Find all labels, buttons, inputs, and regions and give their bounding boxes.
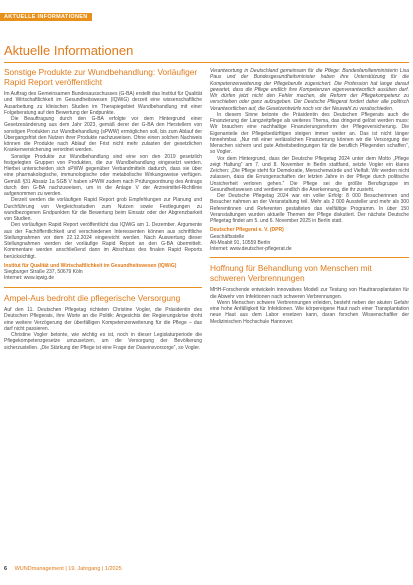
article3-p2: Wenn Menschen schwere Verbrennungen erleiden, besteht neben der akuten Gefahr eine hohe Anfälligkeit für Infektionen. Wie körpereigene Haut nach einer Transplantation neue Haut aus dem Labor ersetzen kann, daran forschen Wissenschaftler der Medizinischen Hochschule Hannover. (210, 299, 409, 325)
page-title: Aktuelle Informationen (4, 43, 134, 58)
article1-p5: Den vorläufigen Rapid Report veröffentlicht das IQWiG am 1. Dezember. Argumente aus der Fachöffentlichkeit und verschiedenen Interessenten können aus schriftliche Stellungnahmen vor dem 22.12.2024 eingereicht werden. Nach Auswertung dieser Stellungnahmen werden der vorläufige Rapid Report an den G-BA übermittelt. Kommentare werden anschließend dann im Abschluss des finalen Rapid Reports berücksichtigt. (4, 222, 202, 260)
right-source-line-1: Geschäftsstelle (210, 233, 245, 240)
article1-heading: Sonstige Produkte zur Wundbehandlung: Vorläufiger Rapid Report veröffentlicht (4, 68, 198, 87)
right-column (210, 68, 409, 560)
right-source-org: Deutscher Pflegerat e. V. (DPR) (210, 227, 284, 234)
right-source-line-3: Internet: www.deutscher-pflegerat.de (210, 246, 292, 252)
section-label-bar (0, 13, 92, 21)
article2-p1: Auf den 11. Deutschen Pflegetag richteten Christine Vogler, die Präsidentin des Deutschen Pflegerats, ihre Worte an die Politik: Angesichts der Regierungskrise droht eine weitere Verzögerung der überfälligen Kompetenzerweiterung für die Pflege – das darf nicht passieren. (4, 307, 202, 332)
page-footer (4, 566, 122, 572)
section-label: AKTUELLE INFORMATIONEN (4, 14, 88, 20)
page-number: 6 (4, 566, 8, 572)
article-divider-right (210, 257, 409, 258)
article-divider (4, 287, 202, 288)
article2-heading: Ampel-Aus bedroht die pflegerische Versorgung (4, 292, 181, 303)
right-p2: In diesem Sinne betonte die Präsidentin des Deutschen Pflegerats auch die Finanzierung der Langzeitpflege als weiteres Thema, das dringend gelöst werden muss: Wir brauchen eine nachhaltige Finanzierungsreform der Pflegeversicherung. Die Eigenanteile der Pflegebedürftigen steigen immer weiter an. Das ist nicht länger hinnehmbar. „Nur mit einer verlässlichen Finanzierung können wir die Versorgung der Menschen sichern und gute Arbeitsbedingungen für die beruflich Pflegenden schaffen“, so Vogler. (210, 111, 409, 156)
article2-p2: Christine Vogler betonte, wie wichtig es ist, noch in dieser Legislaturperiode die Pflegekompetenzgesetze umzusetzen, um die Versorgung der Bevölkerung sicherzustellen. „Die Stärkung der Pflege ist eine Frage der Daseinsvorsorge“, so Vogler. (4, 332, 202, 351)
article3-heading: Hoffnung für Behandlung von Menschen mit schweren Verbrennungen (210, 263, 372, 283)
article3-p1: MHH-Forschende entwickeln innovatives Modell zur Testung von Hauttransplantaten für die Abwehr von Infektionen nach schweren Verbrennungen. (210, 287, 409, 300)
article1-source (4, 263, 202, 282)
journal-name: WUNDmanagement | 19. Jahrgang | 1/2025 (14, 566, 122, 572)
article1-p4: Derzeit werden die vorläufigen Rapid Report grob Empfehlungen zur Planung und Durchführung von Vergleichsstudien zum Nutzen sowie Festlegungen zu wundbezogenen Endpunkten für die Bewertung beim Einsatz oder der Abgrenzbarkeit von Studien. (4, 197, 202, 222)
left-column (4, 68, 202, 560)
right-p3: Vor dem Hintergrund, dass der Deutsche Pflegetag 2024 unter dem Motto „Pflege zeigt Haltung“ am 7. und 8. November in Berlin stattfand, setzte Vogler ein klares Zeichen: „Die Pflege steht für Demokratie, Menschenwürde und Vielfalt. Wir werden nicht zulassen, dass die Errungenschaften der letzten Jahre in der Pflege durch politische Unsicherheit verloren gehen.“ Die Pflege sei die größte Berufsgruppe im Gesundheitswesen und verdiene endlich die Anerkennung, die ihr zusteht. (210, 155, 409, 193)
article1-p2: Die Beauftragung durch den G-BA erfolgte vor dem Hintergrund einer Gesetzesänderung aus dem Jahr 2023, gemäß derer der G-BA den Herstellern von sonstigen Produkten zur Wundbehandlung (sPWW) ermöglichen soll, bis zum Ablauf der Übergangsfrist den Nutzen ihrer Produkte nachzuweisen. Ohne einen solchen Nachweis können die Produkte nach Ablauf der Frist nicht mehr zulasten der gesetzlichen Krankenversicherung verordnet werden. (4, 116, 202, 154)
article1-source-org: Institut für Qualität und Wirtschaftlichkeit im Gesundheitswesen (IQWiG) (4, 262, 177, 269)
right-p1: Verantwortung in Deutschland gemeinsam für die Pflege: Bundesfamilienministerin Lisa Paus und der Bundesgesundheitsminister haben ihre Unterstützung für die Kompetenzerweiterung der Pflegeberufe zugesichert. Die Profession hat lange darauf gewartet, dass die Pflege endlich ihre Kompetenzen eigenverantwortlich ausüben darf. Wir dürfen jetzt nicht den Fehler machen, die Reform der Pflegekompetenz zu verschieben oder ganz aufzugeben. Der Deutsche Pflegerat fordert daher alle politisch Verantwortlichen auf, die Gesetzentwürfe noch vor der Neuwahl zu verabschieden. (210, 68, 409, 112)
article1-source-addr: Siegburger Straße 237, 50679 Köln (4, 269, 83, 275)
article1-p1: Im Auftrag des Gemeinsamen Bundesausschusses (G-BA) erstellt das Institut für Qualität und Wirtschaftlichkeit im Gesundheitswesen (IQWiG) derzeit eine wissenschaftliche Ausarbeitung zu klinischen Studien im Therapiegebiet Wundbehandlung mit einer Folgeberatung auf den Bewertung der Endpunkte. (4, 91, 202, 116)
title-rule (4, 62, 409, 63)
right-source-line-2: Alt-Moabit 91, 10559 Berlin (210, 239, 271, 246)
right-source (210, 227, 409, 252)
right-p4: Der Deutsche Pflegetag 2024 war ein voller Erfolg: 8 000 Besucherinnen und Besucher nahmen an der Veranstaltung teil. Mehr als 2 000 Aussteller und mehr als 300 Referentinnen und Referenten gestalteten das vielfältige Programm. In über 150 Veranstaltungen wurden aktuelle Themen der Pflege diskutiert. Der nächste Deutsche Pflegetag findet am 5. und 6. November 2025 in Berlin statt. (210, 193, 409, 224)
article1-p3: Sonstige Produkte zur Wundbehandlung sind eine von den 2019 gesetzlich festgelegten Gruppen von Produkten, die zur Wundbehandlung eingesetzt werden. Hierbei unterscheiden sich sPWW gegenüber Verbandmitteln dadurch, dass sie über eine pharmakologische, immunologische oder metabolische Wirkungsweise verfügen. Gemäß §31 Absatz 1a SGB V haben sPWW zudem nach Prüfungsordnung des Antrags durch den G-BA nachzuweisen, um in die Anlage V der Arzneimittel-Richtlinie aufgenommen zu werden. (4, 153, 202, 197)
article1-source-web: Internet: www.iqwig.de (4, 275, 55, 282)
